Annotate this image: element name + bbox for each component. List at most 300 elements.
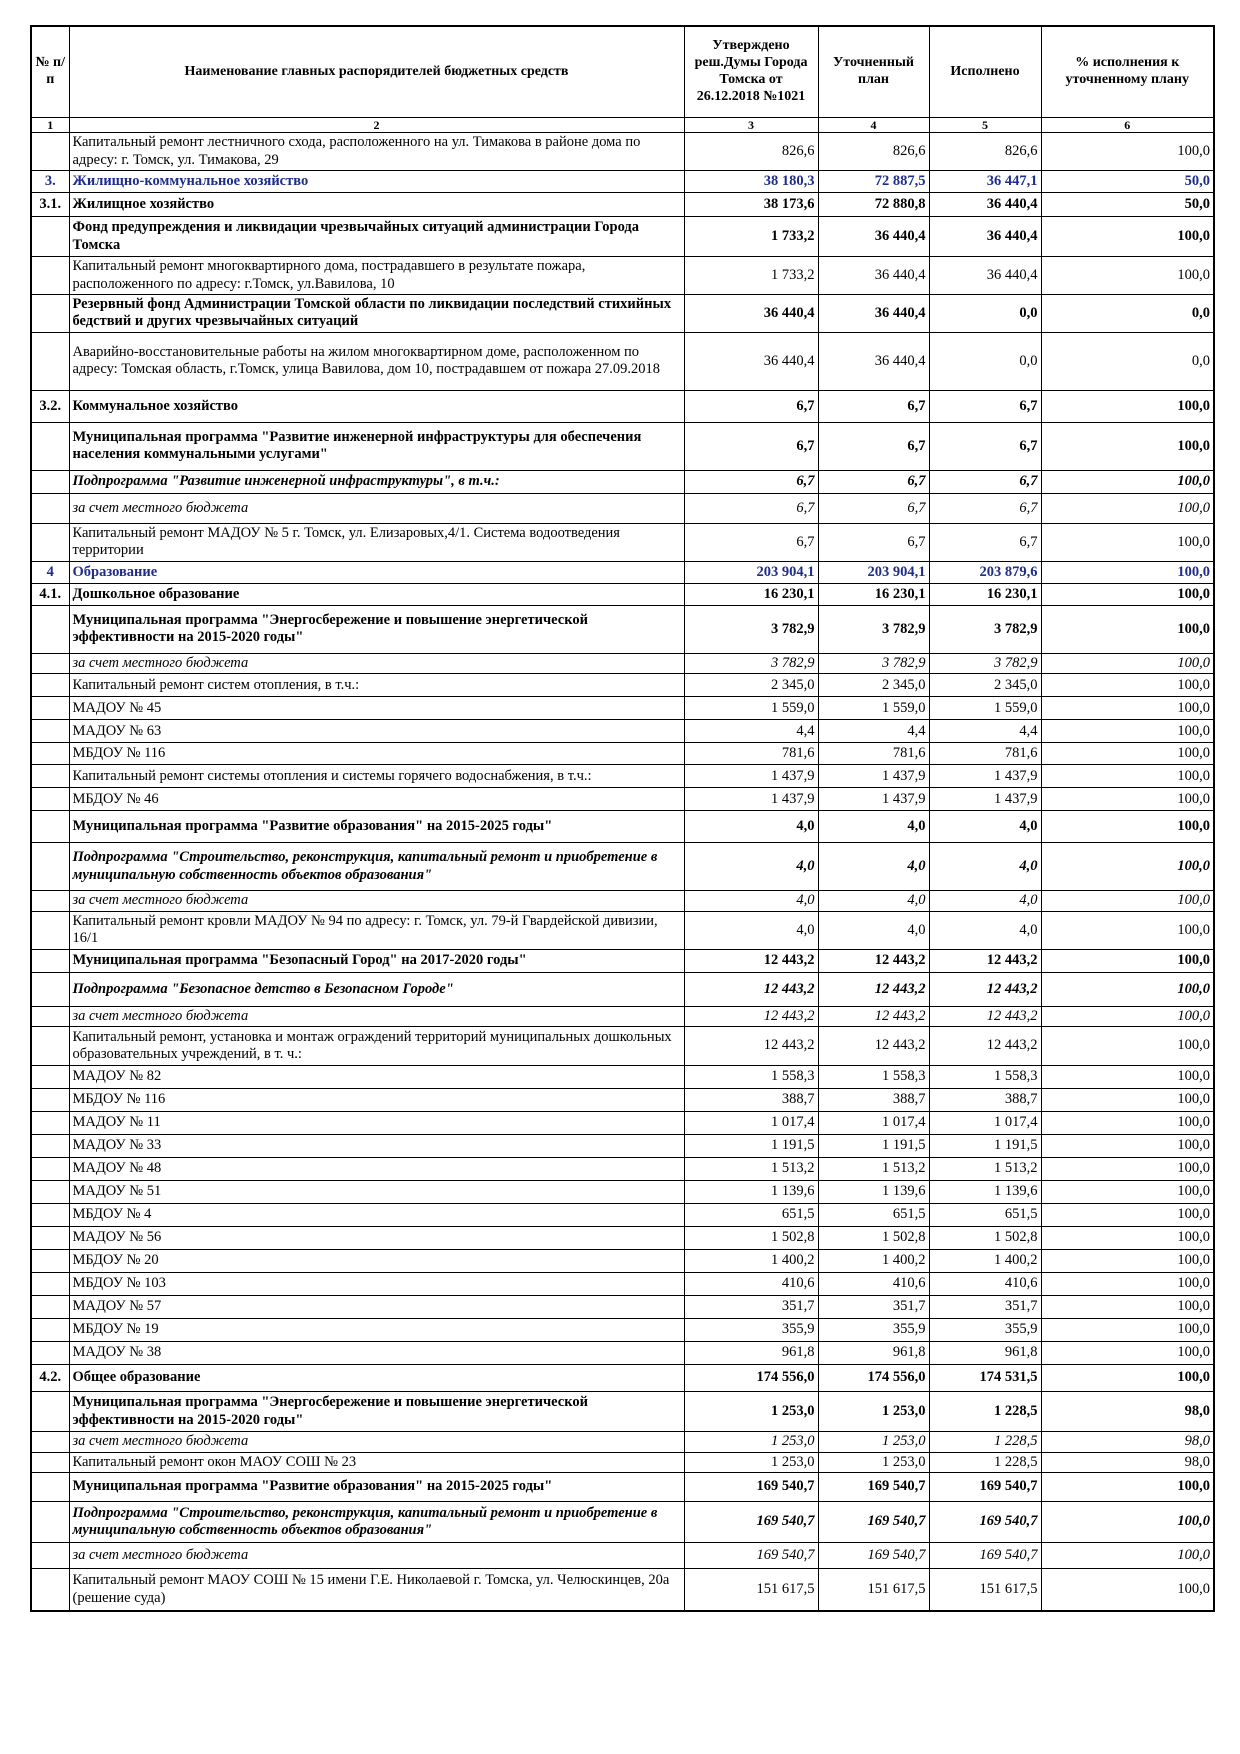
percent-value-cell: 100,0 <box>1041 911 1214 949</box>
percent-value-cell: 100,0 <box>1041 1112 1214 1135</box>
row-number-cell <box>31 1027 69 1066</box>
header-col-plan: Уточненный план <box>818 26 929 118</box>
plan-value-cell: 1 513,2 <box>818 1158 929 1181</box>
row-number-cell <box>31 523 69 561</box>
executed-value-cell: 36 440,4 <box>929 217 1041 257</box>
percent-value-cell: 100,0 <box>1041 523 1214 561</box>
plan-value-cell: 72 887,5 <box>818 171 929 193</box>
executed-value-cell: 169 540,7 <box>929 1472 1041 1501</box>
executed-value-cell: 1 191,5 <box>929 1135 1041 1158</box>
approved-value-cell: 36 440,4 <box>684 294 818 332</box>
plan-value-cell: 1 253,0 <box>818 1452 929 1472</box>
row-name-cell: Муниципальная программа "Развитие образования" на 2015-2025 годы" <box>69 1472 684 1501</box>
approved-value-cell: 1 400,2 <box>684 1250 818 1273</box>
percent-value-cell: 100,0 <box>1041 697 1214 720</box>
executed-value-cell: 410,6 <box>929 1273 1041 1296</box>
executed-value-cell: 0,0 <box>929 332 1041 390</box>
plan-value-cell: 351,7 <box>818 1296 929 1319</box>
plan-value-cell: 151 617,5 <box>818 1568 929 1611</box>
budget-table <box>30 25 1215 1612</box>
approved-value-cell: 355,9 <box>684 1319 818 1342</box>
row-name-cell: МБДОУ № 116 <box>69 1089 684 1112</box>
plan-value-cell: 4,4 <box>818 720 929 743</box>
percent-value-cell: 100,0 <box>1041 1006 1214 1026</box>
row-name-cell: МБДОУ № 20 <box>69 1250 684 1273</box>
row-number-cell <box>31 422 69 470</box>
row-name-cell: МАДОУ № 38 <box>69 1342 684 1365</box>
plan-value-cell: 36 440,4 <box>818 332 929 390</box>
plan-value-cell: 781,6 <box>818 743 929 765</box>
percent-value-cell: 100,0 <box>1041 1066 1214 1089</box>
approved-value-cell: 1 733,2 <box>684 217 818 257</box>
row-name-cell: Подпрограмма "Развитие инженерной инфраструктуры", в т.ч.: <box>69 470 684 493</box>
column-number: 5 <box>929 118 1041 133</box>
plan-value-cell: 169 540,7 <box>818 1542 929 1568</box>
executed-value-cell: 6,7 <box>929 493 1041 523</box>
row-name-cell: МБДОУ № 4 <box>69 1204 684 1227</box>
approved-value-cell: 174 556,0 <box>684 1365 818 1392</box>
table-row <box>31 911 1214 949</box>
table-row <box>31 1542 1214 1568</box>
executed-value-cell: 6,7 <box>929 422 1041 470</box>
percent-value-cell: 100,0 <box>1041 583 1214 605</box>
table-row <box>31 1227 1214 1250</box>
row-number-cell <box>31 674 69 697</box>
plan-value-cell: 1 502,8 <box>818 1227 929 1250</box>
row-name-cell: Капитальный ремонт окон МАОУ СОШ № 23 <box>69 1452 684 1472</box>
row-number-cell <box>31 1273 69 1296</box>
percent-value-cell: 100,0 <box>1041 1089 1214 1112</box>
plan-value-cell: 36 440,4 <box>818 294 929 332</box>
approved-value-cell: 169 540,7 <box>684 1501 818 1542</box>
plan-value-cell: 12 443,2 <box>818 1006 929 1026</box>
executed-value-cell: 4,0 <box>929 811 1041 843</box>
row-number-cell <box>31 493 69 523</box>
plan-value-cell: 1 253,0 <box>818 1432 929 1452</box>
executed-value-cell: 12 443,2 <box>929 949 1041 972</box>
executed-value-cell: 1 559,0 <box>929 697 1041 720</box>
table-row <box>31 583 1214 605</box>
header-col-name: Наименование главных распорядителей бюджетных средств <box>69 26 684 118</box>
header-col-approved: Утверждено реш.Думы Города Томска от 26.12.2018 №1021 <box>684 26 818 118</box>
executed-value-cell: 651,5 <box>929 1204 1041 1227</box>
table-row <box>31 743 1214 765</box>
row-number-cell: 3. <box>31 171 69 193</box>
percent-value-cell: 100,0 <box>1041 561 1214 583</box>
percent-value-cell: 100,0 <box>1041 1542 1214 1568</box>
row-number-cell <box>31 720 69 743</box>
plan-value-cell: 36 440,4 <box>818 217 929 257</box>
table-row <box>31 1204 1214 1227</box>
approved-value-cell: 12 443,2 <box>684 949 818 972</box>
percent-value-cell: 50,0 <box>1041 171 1214 193</box>
executed-value-cell: 3 782,9 <box>929 653 1041 673</box>
table-row <box>31 788 1214 811</box>
approved-value-cell: 4,0 <box>684 811 818 843</box>
plan-value-cell: 169 540,7 <box>818 1501 929 1542</box>
percent-value-cell: 98,0 <box>1041 1452 1214 1472</box>
row-number-cell <box>31 1342 69 1365</box>
row-number-cell: 4.2. <box>31 1365 69 1392</box>
approved-value-cell: 6,7 <box>684 470 818 493</box>
percent-value-cell: 100,0 <box>1041 1135 1214 1158</box>
table-row <box>31 697 1214 720</box>
plan-value-cell: 6,7 <box>818 493 929 523</box>
percent-value-cell: 100,0 <box>1041 605 1214 653</box>
approved-value-cell: 6,7 <box>684 493 818 523</box>
executed-value-cell: 355,9 <box>929 1319 1041 1342</box>
executed-value-cell: 1 017,4 <box>929 1112 1041 1135</box>
table-row <box>31 1319 1214 1342</box>
approved-value-cell: 1 502,8 <box>684 1227 818 1250</box>
plan-value-cell: 2 345,0 <box>818 674 929 697</box>
plan-value-cell: 174 556,0 <box>818 1365 929 1392</box>
table-row <box>31 1501 1214 1542</box>
plan-value-cell: 6,7 <box>818 470 929 493</box>
row-number-cell <box>31 1319 69 1342</box>
plan-value-cell: 1 400,2 <box>818 1250 929 1273</box>
row-number-cell <box>31 1472 69 1501</box>
executed-value-cell: 1 400,2 <box>929 1250 1041 1273</box>
plan-value-cell: 1 559,0 <box>818 697 929 720</box>
percent-value-cell: 100,0 <box>1041 891 1214 911</box>
percent-value-cell: 100,0 <box>1041 1250 1214 1273</box>
column-number: 1 <box>31 118 69 133</box>
header-row <box>31 26 1214 118</box>
executed-value-cell: 1 228,5 <box>929 1452 1041 1472</box>
percent-value-cell: 100,0 <box>1041 1027 1214 1066</box>
table-row <box>31 811 1214 843</box>
row-name-cell: Капитальный ремонт лестничного схода, расположенного на ул. Тимакова в районе дома по адресу: г. Томск, ул. Тимакова, 29 <box>69 133 684 171</box>
executed-value-cell: 1 558,3 <box>929 1066 1041 1089</box>
table-row <box>31 605 1214 653</box>
approved-value-cell: 1 139,6 <box>684 1181 818 1204</box>
plan-value-cell: 72 880,8 <box>818 193 929 217</box>
executed-value-cell: 6,7 <box>929 470 1041 493</box>
executed-value-cell: 4,0 <box>929 911 1041 949</box>
header-col-pct: % исполнения к уточненному плану <box>1041 26 1214 118</box>
approved-value-cell: 1 017,4 <box>684 1112 818 1135</box>
percent-value-cell: 100,0 <box>1041 422 1214 470</box>
table-row <box>31 1066 1214 1089</box>
percent-value-cell: 100,0 <box>1041 765 1214 788</box>
row-number-cell <box>31 1204 69 1227</box>
row-number-cell <box>31 1296 69 1319</box>
row-name-cell: МБДОУ № 103 <box>69 1273 684 1296</box>
table-row <box>31 470 1214 493</box>
row-number-cell <box>31 765 69 788</box>
row-name-cell: Жилищное хозяйство <box>69 193 684 217</box>
plan-value-cell: 1 437,9 <box>818 788 929 811</box>
percent-value-cell: 100,0 <box>1041 1501 1214 1542</box>
plan-value-cell: 388,7 <box>818 1089 929 1112</box>
row-name-cell: Муниципальная программа "Развитие инженерной инфраструктуры для обеспечения населения коммунальными услугами" <box>69 422 684 470</box>
row-name-cell: Подпрограмма "Строительство, реконструкция, капитальный ремонт и приобретение в муниципальную собственность объектов образования" <box>69 843 684 891</box>
row-name-cell: МАДОУ № 45 <box>69 697 684 720</box>
plan-value-cell: 4,0 <box>818 843 929 891</box>
executed-value-cell: 4,0 <box>929 891 1041 911</box>
row-number-cell <box>31 788 69 811</box>
approved-value-cell: 36 440,4 <box>684 332 818 390</box>
percent-value-cell: 100,0 <box>1041 257 1214 295</box>
percent-value-cell: 0,0 <box>1041 332 1214 390</box>
row-name-cell: Капитальный ремонт, установка и монтаж ограждений территорий муниципальных дошкольных образовательных учреждений, в т. ч.: <box>69 1027 684 1066</box>
approved-value-cell: 1 733,2 <box>684 257 818 295</box>
executed-value-cell: 1 139,6 <box>929 1181 1041 1204</box>
percent-value-cell: 100,0 <box>1041 843 1214 891</box>
approved-value-cell: 351,7 <box>684 1296 818 1319</box>
percent-value-cell: 100,0 <box>1041 1204 1214 1227</box>
executed-value-cell: 961,8 <box>929 1342 1041 1365</box>
percent-value-cell: 98,0 <box>1041 1392 1214 1432</box>
percent-value-cell: 100,0 <box>1041 674 1214 697</box>
row-number-cell <box>31 1112 69 1135</box>
approved-value-cell: 826,6 <box>684 133 818 171</box>
header-col-done: Исполнено <box>929 26 1041 118</box>
executed-value-cell: 1 228,5 <box>929 1392 1041 1432</box>
plan-value-cell: 1 017,4 <box>818 1112 929 1135</box>
executed-value-cell: 6,7 <box>929 390 1041 422</box>
table-row <box>31 1472 1214 1501</box>
approved-value-cell: 16 230,1 <box>684 583 818 605</box>
row-number-cell: 3.1. <box>31 193 69 217</box>
row-name-cell: Жилищно-коммунальное хозяйство <box>69 171 684 193</box>
header-col-no: № п/п <box>31 26 69 118</box>
table-row <box>31 949 1214 972</box>
column-number: 4 <box>818 118 929 133</box>
plan-value-cell: 12 443,2 <box>818 972 929 1006</box>
executed-value-cell: 4,0 <box>929 843 1041 891</box>
row-number-cell <box>31 1392 69 1432</box>
plan-value-cell: 6,7 <box>818 422 929 470</box>
row-number-cell: 4.1. <box>31 583 69 605</box>
plan-value-cell: 1 253,0 <box>818 1392 929 1432</box>
executed-value-cell: 12 443,2 <box>929 972 1041 1006</box>
approved-value-cell: 1 558,3 <box>684 1066 818 1089</box>
row-name-cell: Капитальный ремонт систем отопления, в т.ч.: <box>69 674 684 697</box>
row-name-cell: МБДОУ № 46 <box>69 788 684 811</box>
row-number-cell <box>31 811 69 843</box>
row-number-cell <box>31 911 69 949</box>
executed-value-cell: 36 440,4 <box>929 193 1041 217</box>
column-number: 6 <box>1041 118 1214 133</box>
row-name-cell: МАДОУ № 11 <box>69 1112 684 1135</box>
percent-value-cell: 100,0 <box>1041 1296 1214 1319</box>
approved-value-cell: 410,6 <box>684 1273 818 1296</box>
plan-value-cell: 355,9 <box>818 1319 929 1342</box>
column-number: 2 <box>69 118 684 133</box>
row-name-cell: Капитальный ремонт многоквартирного дома, пострадавшего в результате пожара, расположенного по адресу: г.Томск, ул.Вавилова, 10 <box>69 257 684 295</box>
percent-value-cell: 100,0 <box>1041 1365 1214 1392</box>
executed-value-cell: 1 502,8 <box>929 1227 1041 1250</box>
column-number-row <box>31 118 1214 133</box>
table-row <box>31 390 1214 422</box>
percent-value-cell: 100,0 <box>1041 1319 1214 1342</box>
table-row <box>31 674 1214 697</box>
approved-value-cell: 388,7 <box>684 1089 818 1112</box>
table-row <box>31 1432 1214 1452</box>
row-name-cell: МАДОУ № 82 <box>69 1066 684 1089</box>
executed-value-cell: 1 437,9 <box>929 788 1041 811</box>
percent-value-cell: 100,0 <box>1041 1273 1214 1296</box>
executed-value-cell: 151 617,5 <box>929 1568 1041 1611</box>
table-row <box>31 1342 1214 1365</box>
executed-value-cell: 4,4 <box>929 720 1041 743</box>
row-number-cell <box>31 605 69 653</box>
row-name-cell: Капитальный ремонт МАОУ СОШ № 15 имени Г.Е. Николаевой г. Томска, ул. Челюскинцев, 20а (решение суда) <box>69 1568 684 1611</box>
row-name-cell: Общее образование <box>69 1365 684 1392</box>
plan-value-cell: 410,6 <box>818 1273 929 1296</box>
row-number-cell <box>31 217 69 257</box>
row-number-cell <box>31 1432 69 1452</box>
percent-value-cell: 100,0 <box>1041 493 1214 523</box>
plan-value-cell: 169 540,7 <box>818 1472 929 1501</box>
percent-value-cell: 100,0 <box>1041 1158 1214 1181</box>
row-name-cell: Резервный фонд Администрации Томской области по ликвидации последствий стихийных бедствий и других чрезвычайных ситуаций <box>69 294 684 332</box>
row-name-cell: МАДОУ № 51 <box>69 1181 684 1204</box>
row-name-cell: за счет местного бюджета <box>69 1432 684 1452</box>
table-row <box>31 653 1214 673</box>
row-name-cell: Капитальный ремонт МАДОУ № 5 г. Томск, ул. Елизаровых,4/1. Система водоотведения территории <box>69 523 684 561</box>
table-row <box>31 1250 1214 1273</box>
executed-value-cell: 1 228,5 <box>929 1432 1041 1452</box>
plan-value-cell: 3 782,9 <box>818 605 929 653</box>
percent-value-cell: 100,0 <box>1041 470 1214 493</box>
percent-value-cell: 100,0 <box>1041 653 1214 673</box>
approved-value-cell: 1 559,0 <box>684 697 818 720</box>
row-name-cell: Капитальный ремонт системы отопления и системы горячего водоснабжения, в т.ч.: <box>69 765 684 788</box>
plan-value-cell: 4,0 <box>818 911 929 949</box>
plan-value-cell: 3 782,9 <box>818 653 929 673</box>
plan-value-cell: 1 437,9 <box>818 765 929 788</box>
table-row <box>31 561 1214 583</box>
approved-value-cell: 4,0 <box>684 891 818 911</box>
table-row <box>31 972 1214 1006</box>
table-row <box>31 493 1214 523</box>
row-name-cell: Коммунальное хозяйство <box>69 390 684 422</box>
row-name-cell: за счет местного бюджета <box>69 891 684 911</box>
row-number-cell <box>31 133 69 171</box>
executed-value-cell: 0,0 <box>929 294 1041 332</box>
approved-value-cell: 6,7 <box>684 390 818 422</box>
plan-value-cell: 1 558,3 <box>818 1066 929 1089</box>
row-number-cell <box>31 257 69 295</box>
table-row <box>31 133 1214 171</box>
table-row <box>31 193 1214 217</box>
row-name-cell: Подпрограмма "Строительство, реконструкция, капитальный ремонт и приобретение в муниципальную собственность объектов образования" <box>69 1501 684 1542</box>
row-number-cell <box>31 1501 69 1542</box>
table-body <box>31 133 1214 1612</box>
plan-value-cell: 12 443,2 <box>818 949 929 972</box>
percent-value-cell: 100,0 <box>1041 390 1214 422</box>
executed-value-cell: 174 531,5 <box>929 1365 1041 1392</box>
table-row <box>31 171 1214 193</box>
executed-value-cell: 1 513,2 <box>929 1158 1041 1181</box>
approved-value-cell: 169 540,7 <box>684 1542 818 1568</box>
row-number-cell <box>31 891 69 911</box>
row-name-cell: Муниципальная программа "Безопасный Город" на 2017-2020 годы" <box>69 949 684 972</box>
approved-value-cell: 1 191,5 <box>684 1135 818 1158</box>
table-row <box>31 765 1214 788</box>
approved-value-cell: 12 443,2 <box>684 1006 818 1026</box>
table-row <box>31 1158 1214 1181</box>
executed-value-cell: 351,7 <box>929 1296 1041 1319</box>
approved-value-cell: 6,7 <box>684 422 818 470</box>
table-row <box>31 523 1214 561</box>
plan-value-cell: 651,5 <box>818 1204 929 1227</box>
table-row <box>31 257 1214 295</box>
percent-value-cell: 100,0 <box>1041 811 1214 843</box>
executed-value-cell: 36 440,4 <box>929 257 1041 295</box>
table-row <box>31 217 1214 257</box>
row-number-cell <box>31 332 69 390</box>
plan-value-cell: 961,8 <box>818 1342 929 1365</box>
plan-value-cell: 6,7 <box>818 523 929 561</box>
executed-value-cell: 1 437,9 <box>929 765 1041 788</box>
percent-value-cell: 100,0 <box>1041 133 1214 171</box>
row-name-cell: за счет местного бюджета <box>69 1006 684 1026</box>
row-number-cell <box>31 1006 69 1026</box>
column-number: 3 <box>684 118 818 133</box>
table-row <box>31 843 1214 891</box>
executed-value-cell: 169 540,7 <box>929 1501 1041 1542</box>
table-row <box>31 1296 1214 1319</box>
percent-value-cell: 100,0 <box>1041 743 1214 765</box>
executed-value-cell: 36 447,1 <box>929 171 1041 193</box>
plan-value-cell: 1 139,6 <box>818 1181 929 1204</box>
percent-value-cell: 100,0 <box>1041 972 1214 1006</box>
executed-value-cell: 6,7 <box>929 523 1041 561</box>
approved-value-cell: 2 345,0 <box>684 674 818 697</box>
row-number-cell <box>31 1135 69 1158</box>
executed-value-cell: 12 443,2 <box>929 1006 1041 1026</box>
executed-value-cell: 826,6 <box>929 133 1041 171</box>
percent-value-cell: 100,0 <box>1041 217 1214 257</box>
percent-value-cell: 100,0 <box>1041 1342 1214 1365</box>
table-row <box>31 1089 1214 1112</box>
row-number-cell <box>31 1452 69 1472</box>
approved-value-cell: 961,8 <box>684 1342 818 1365</box>
row-name-cell: Дошкольное образование <box>69 583 684 605</box>
table-row <box>31 1006 1214 1026</box>
approved-value-cell: 1 253,0 <box>684 1392 818 1432</box>
approved-value-cell: 38 180,3 <box>684 171 818 193</box>
approved-value-cell: 1 513,2 <box>684 1158 818 1181</box>
table-row <box>31 1568 1214 1611</box>
approved-value-cell: 781,6 <box>684 743 818 765</box>
row-name-cell: МАДОУ № 57 <box>69 1296 684 1319</box>
row-name-cell: МАДОУ № 48 <box>69 1158 684 1181</box>
plan-value-cell: 16 230,1 <box>818 583 929 605</box>
percent-value-cell: 100,0 <box>1041 1181 1214 1204</box>
row-number-cell <box>31 1089 69 1112</box>
row-name-cell: МАДОУ № 63 <box>69 720 684 743</box>
approved-value-cell: 1 253,0 <box>684 1432 818 1452</box>
table-row <box>31 1273 1214 1296</box>
row-number-cell <box>31 949 69 972</box>
percent-value-cell: 100,0 <box>1041 720 1214 743</box>
row-number-cell <box>31 697 69 720</box>
table-row <box>31 1181 1214 1204</box>
approved-value-cell: 38 173,6 <box>684 193 818 217</box>
row-name-cell: за счет местного бюджета <box>69 653 684 673</box>
executed-value-cell: 203 879,6 <box>929 561 1041 583</box>
row-number-cell <box>31 1250 69 1273</box>
approved-value-cell: 1 437,9 <box>684 765 818 788</box>
row-number-cell <box>31 470 69 493</box>
row-number-cell <box>31 1181 69 1204</box>
approved-value-cell: 1 253,0 <box>684 1452 818 1472</box>
